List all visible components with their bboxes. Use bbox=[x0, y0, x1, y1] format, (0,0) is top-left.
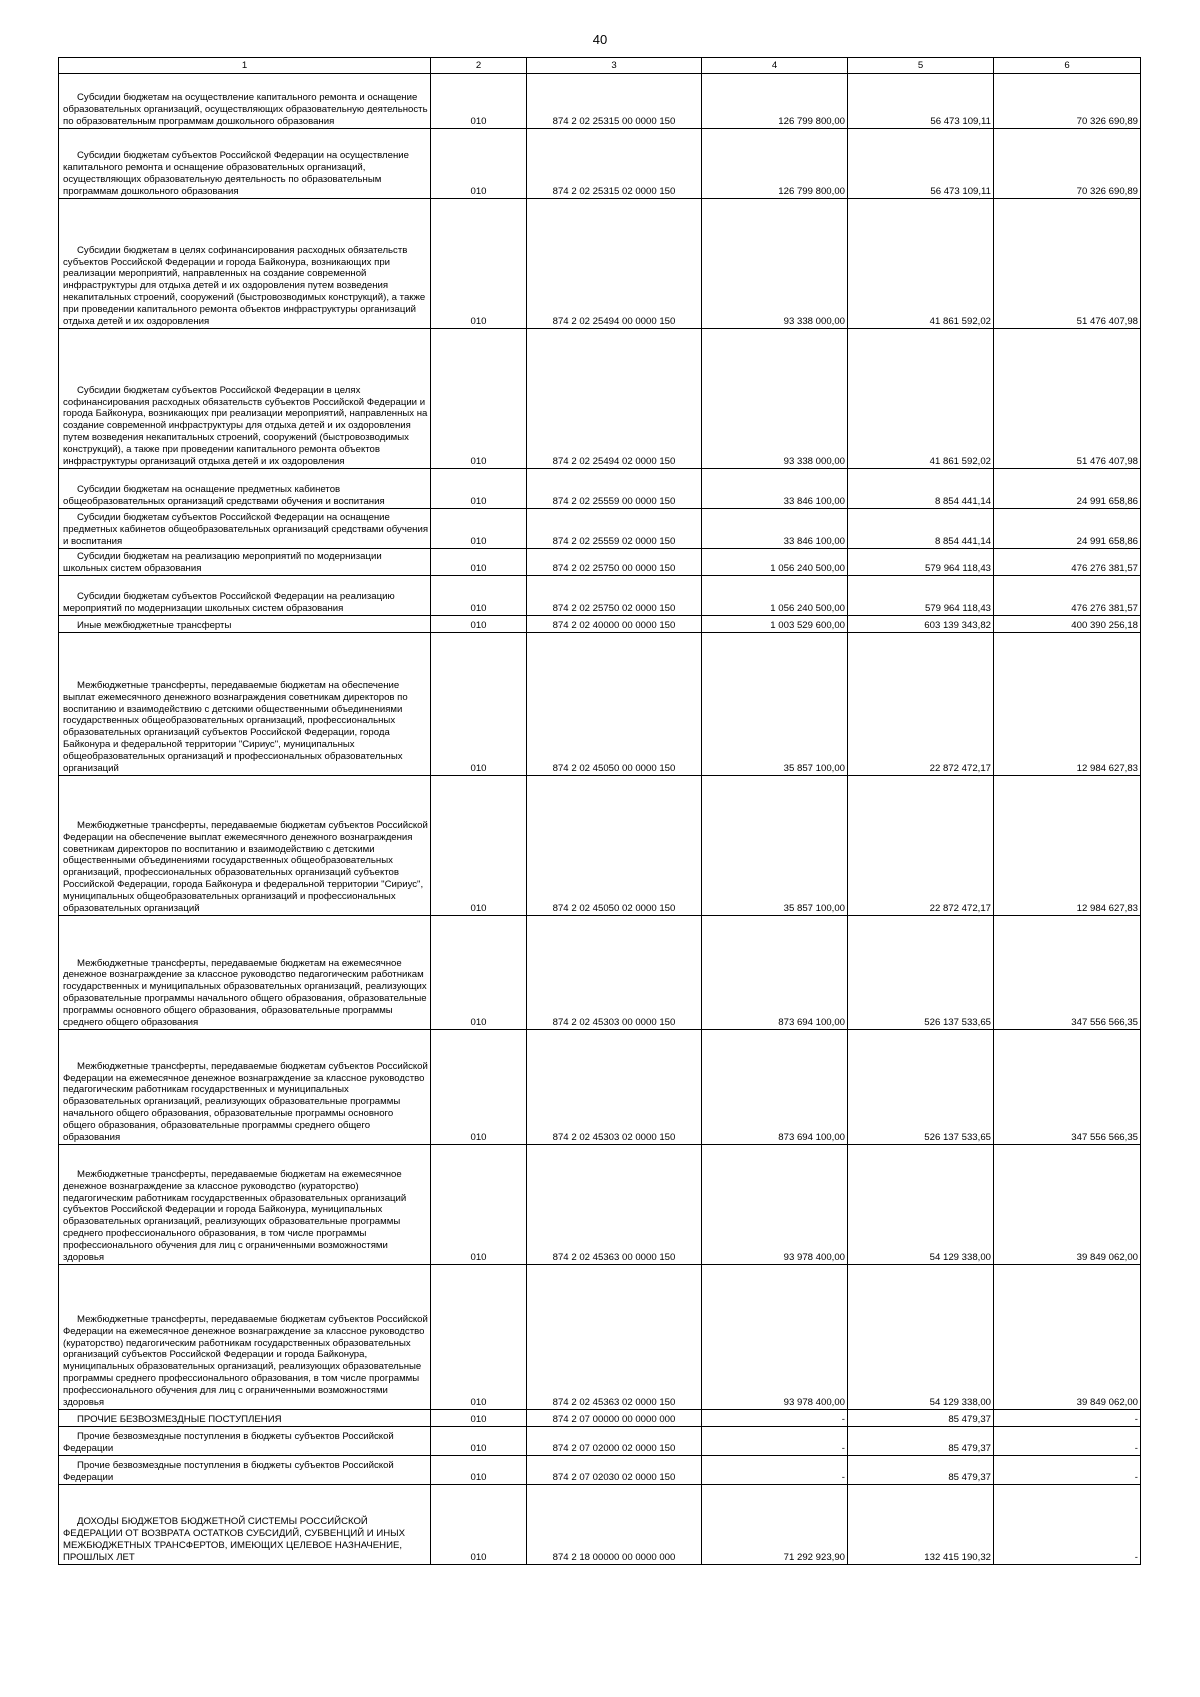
row-plan-amount-cell: 33 846 100,00 bbox=[702, 469, 848, 509]
row-name-cell: Прочие безвозмездные поступления в бюджеты субъектов Российской Федерации bbox=[59, 1456, 431, 1485]
row-executed-amount-cell: 132 415 190,32 bbox=[848, 1485, 994, 1565]
table-row bbox=[59, 1145, 1141, 1265]
row-plan-amount-cell: 93 338 000,00 bbox=[702, 329, 848, 469]
table-row bbox=[59, 916, 1141, 1030]
row-name-cell: Межбюджетные трансферты, передаваемые бюджетам субъектов Российской Федерации на обеспечение выплат ежемесячного денежного вознаграждения советникам директоров по воспитанию и взаимодействию с детскими общественными объединениями государственных общеобразовательных организаций, профессиональных образовательных организаций субъектов Российской Федерации, города Байконура и федеральной территории "Сириус", муниципальных общеобразовательных организаций и профессиональных образовательных организаций bbox=[59, 776, 431, 916]
row-code-cell: 010 bbox=[431, 1485, 527, 1565]
table-row bbox=[59, 1030, 1141, 1145]
row-executed-amount-cell: 526 137 533,65 bbox=[848, 916, 994, 1030]
row-plan-amount-cell: 93 978 400,00 bbox=[702, 1145, 848, 1265]
row-name-cell: Субсидии бюджетам на оснащение предметных кабинетов общеобразовательных организаций средствами обучения и воспитания bbox=[59, 469, 431, 509]
table-row bbox=[59, 1456, 1141, 1485]
row-kbk-cell: 874 2 02 40000 00 0000 150 bbox=[527, 616, 702, 633]
row-code-cell: 010 bbox=[431, 1145, 527, 1265]
row-code-cell: 010 bbox=[431, 576, 527, 616]
row-code-cell: 010 bbox=[431, 633, 527, 776]
header-col-3: 3 bbox=[527, 58, 702, 74]
table-row bbox=[59, 199, 1141, 329]
table-row bbox=[59, 616, 1141, 633]
row-plan-amount-cell: 873 694 100,00 bbox=[702, 1030, 848, 1145]
table-row bbox=[59, 776, 1141, 916]
row-executed-amount-cell: 85 479,37 bbox=[848, 1427, 994, 1456]
row-kbk-cell: 874 2 07 02030 02 0000 150 bbox=[527, 1456, 702, 1485]
row-executed-amount-cell: 54 129 338,00 bbox=[848, 1265, 994, 1410]
row-plan-amount-cell: 1 056 240 500,00 bbox=[702, 576, 848, 616]
row-name-cell: Межбюджетные трансферты, передаваемые бюджетам на ежемесячное денежное вознаграждение за классное руководство педагогическим работникам государственных и муниципальных образовательных организаций, реализующих образовательные программы начального общего образования, образовательные программы основного общего образования, образовательные программы среднего общего образования bbox=[59, 916, 431, 1030]
row-executed-amount-cell: 22 872 472,17 bbox=[848, 633, 994, 776]
row-plan-amount-cell: - bbox=[702, 1456, 848, 1485]
row-remaining-amount-cell: - bbox=[994, 1410, 1141, 1427]
row-plan-amount-cell: - bbox=[702, 1427, 848, 1456]
row-plan-amount-cell: 33 846 100,00 bbox=[702, 509, 848, 549]
row-plan-amount-cell: 71 292 923,90 bbox=[702, 1485, 848, 1565]
table-row bbox=[59, 1427, 1141, 1456]
row-plan-amount-cell: 35 857 100,00 bbox=[702, 776, 848, 916]
row-kbk-cell: 874 2 02 45363 00 0000 150 bbox=[527, 1145, 702, 1265]
row-code-cell: 010 bbox=[431, 1456, 527, 1485]
row-plan-amount-cell: 93 338 000,00 bbox=[702, 199, 848, 329]
table-row bbox=[59, 129, 1141, 199]
table-row bbox=[59, 469, 1141, 509]
row-remaining-amount-cell: 12 984 627,83 bbox=[994, 776, 1141, 916]
row-name-cell: ПРОЧИЕ БЕЗВОЗМЕЗДНЫЕ ПОСТУПЛЕНИЯ bbox=[59, 1410, 431, 1427]
row-kbk-cell: 874 2 07 02000 02 0000 150 bbox=[527, 1427, 702, 1456]
row-code-cell: 010 bbox=[431, 1427, 527, 1456]
row-code-cell: 010 bbox=[431, 469, 527, 509]
row-kbk-cell: 874 2 02 25559 02 0000 150 bbox=[527, 509, 702, 549]
table-row bbox=[59, 576, 1141, 616]
header-col-6: 6 bbox=[994, 58, 1141, 74]
row-executed-amount-cell: 56 473 109,11 bbox=[848, 129, 994, 199]
row-code-cell: 010 bbox=[431, 129, 527, 199]
row-remaining-amount-cell: - bbox=[994, 1485, 1141, 1565]
row-plan-amount-cell: 873 694 100,00 bbox=[702, 916, 848, 1030]
table-row bbox=[59, 74, 1141, 129]
row-plan-amount-cell: 126 799 800,00 bbox=[702, 129, 848, 199]
row-code-cell: 010 bbox=[431, 1410, 527, 1427]
row-executed-amount-cell: 41 861 592,02 bbox=[848, 329, 994, 469]
row-name-cell: Иные межбюджетные трансферты bbox=[59, 616, 431, 633]
row-name-cell: Субсидии бюджетам на осуществление капитального ремонта и оснащение образовательных организаций, осуществляющих образовательную деятельность по образовательным программам дошкольного образования bbox=[59, 74, 431, 129]
row-name-cell: Субсидии бюджетам в целях софинансирования расходных обязательств субъектов Российской Федерации и города Байконура, возникающих при реализации мероприятий, направленных на создание современной инфраструктуры для отдыха детей и их оздоровления путем возведения некапитальных строений, сооружений (быстровозводимых конструкций), а также при проведении капитального ремонта объектов инфраструктуры организаций отдыха детей и их оздоровления bbox=[59, 199, 431, 329]
row-remaining-amount-cell: 476 276 381,57 bbox=[994, 549, 1141, 576]
table-row bbox=[59, 1485, 1141, 1565]
row-code-cell: 010 bbox=[431, 329, 527, 469]
row-kbk-cell: 874 2 02 45303 02 0000 150 bbox=[527, 1030, 702, 1145]
row-kbk-cell: 874 2 02 25559 00 0000 150 bbox=[527, 469, 702, 509]
row-name-cell: ДОХОДЫ БЮДЖЕТОВ БЮДЖЕТНОЙ СИСТЕМЫ РОССИЙСКОЙ ФЕДЕРАЦИИ ОТ ВОЗВРАТА ОСТАТКОВ СУБСИДИЙ, СУБВЕНЦИЙ И ИНЫХ МЕЖБЮДЖЕТНЫХ ТРАНСФЕРТОВ, ИМЕЮЩИХ ЦЕЛЕВОЕ НАЗНАЧЕНИЕ, ПРОШЛЫХ ЛЕТ bbox=[59, 1485, 431, 1565]
header-col-4: 4 bbox=[702, 58, 848, 74]
row-executed-amount-cell: 22 872 472,17 bbox=[848, 776, 994, 916]
row-kbk-cell: 874 2 02 45303 00 0000 150 bbox=[527, 916, 702, 1030]
row-name-cell: Субсидии бюджетам субъектов Российской Федерации на осуществление капитального ремонта и оснащение образовательных организаций, осуществляющих образовательную деятельность по образовательным программам дошкольного образования bbox=[59, 129, 431, 199]
row-kbk-cell: 874 2 02 45050 00 0000 150 bbox=[527, 633, 702, 776]
row-plan-amount-cell: 1 056 240 500,00 bbox=[702, 549, 848, 576]
row-kbk-cell: 874 2 02 25315 00 0000 150 bbox=[527, 74, 702, 129]
row-remaining-amount-cell: - bbox=[994, 1456, 1141, 1485]
row-remaining-amount-cell: 24 991 658,86 bbox=[994, 469, 1141, 509]
header-col-1: 1 bbox=[59, 58, 431, 74]
table-row bbox=[59, 633, 1141, 776]
row-name-cell: Субсидии бюджетам субъектов Российской Федерации в целях софинансирования расходных обязательств субъектов Российской Федерации и города Байконура, возникающих при реализации мероприятий, направленных на создание современной инфраструктуры для отдыха детей и их оздоровления путем возведения некапитальных строений, сооружений (быстровозводимых конструкций), а также при проведении капитального ремонта объектов инфраструктуры организаций отдыха детей и их оздоровления bbox=[59, 329, 431, 469]
row-executed-amount-cell: 8 854 441,14 bbox=[848, 469, 994, 509]
row-remaining-amount-cell: 24 991 658,86 bbox=[994, 509, 1141, 549]
row-executed-amount-cell: 56 473 109,11 bbox=[848, 74, 994, 129]
row-remaining-amount-cell: 51 476 407,98 bbox=[994, 199, 1141, 329]
row-kbk-cell: 874 2 02 25494 00 0000 150 bbox=[527, 199, 702, 329]
row-executed-amount-cell: 85 479,37 bbox=[848, 1410, 994, 1427]
row-kbk-cell: 874 2 02 25494 02 0000 150 bbox=[527, 329, 702, 469]
row-remaining-amount-cell: - bbox=[994, 1427, 1141, 1456]
row-remaining-amount-cell: 39 849 062,00 bbox=[994, 1265, 1141, 1410]
row-name-cell: Межбюджетные трансферты, передаваемые бюджетам субъектов Российской Федерации на ежемесячное денежное вознаграждение за классное руководство педагогическим работникам государственных и муниципальных образовательных организаций, реализующих образовательные программы начального общего образования, образовательные программы основного общего образования, образовательные программы среднего общего образования bbox=[59, 1030, 431, 1145]
row-plan-amount-cell: 35 857 100,00 bbox=[702, 633, 848, 776]
header-col-2: 2 bbox=[431, 58, 527, 74]
row-kbk-cell: 874 2 07 00000 00 0000 000 bbox=[527, 1410, 702, 1427]
row-name-cell: Межбюджетные трансферты, передаваемые бюджетам на ежемесячное денежное вознаграждение за классное руководство (кураторство) педагогическим работникам государственных образовательных организаций субъектов Российской Федерации и города Байконура, муниципальных образовательных организаций, реализующих образовательные программы среднего профессионального образования, в том числе программы профессионального обучения для лиц с ограниченными возможностями здоровья bbox=[59, 1145, 431, 1265]
row-code-cell: 010 bbox=[431, 1265, 527, 1410]
row-kbk-cell: 874 2 02 45363 02 0000 150 bbox=[527, 1265, 702, 1410]
row-executed-amount-cell: 526 137 533,65 bbox=[848, 1030, 994, 1145]
row-name-cell: Межбюджетные трансферты, передаваемые бюджетам субъектов Российской Федерации на ежемесячное денежное вознаграждение за классное руководство (кураторство) педагогическим работникам государственных образовательных организаций субъектов Российской Федерации и города Байконура, муниципальных образовательных организаций, реализующих образовательные программы среднего профессионального образования, в том числе программы профессионального обучения для лиц с ограниченными возможностями здоровья bbox=[59, 1265, 431, 1410]
row-code-cell: 010 bbox=[431, 776, 527, 916]
row-remaining-amount-cell: 70 326 690,89 bbox=[994, 74, 1141, 129]
row-code-cell: 010 bbox=[431, 1030, 527, 1145]
row-remaining-amount-cell: 347 556 566,35 bbox=[994, 1030, 1141, 1145]
row-code-cell: 010 bbox=[431, 509, 527, 549]
row-executed-amount-cell: 579 964 118,43 bbox=[848, 549, 994, 576]
row-executed-amount-cell: 85 479,37 bbox=[848, 1456, 994, 1485]
row-code-cell: 010 bbox=[431, 199, 527, 329]
row-remaining-amount-cell: 347 556 566,35 bbox=[994, 916, 1141, 1030]
row-kbk-cell: 874 2 02 45050 02 0000 150 bbox=[527, 776, 702, 916]
row-remaining-amount-cell: 70 326 690,89 bbox=[994, 129, 1141, 199]
table-row bbox=[59, 329, 1141, 469]
header-col-5: 5 bbox=[848, 58, 994, 74]
row-plan-amount-cell: - bbox=[702, 1410, 848, 1427]
row-executed-amount-cell: 603 139 343,82 bbox=[848, 616, 994, 633]
row-plan-amount-cell: 1 003 529 600,00 bbox=[702, 616, 848, 633]
row-code-cell: 010 bbox=[431, 549, 527, 576]
budget-report-table bbox=[58, 57, 1141, 1565]
row-executed-amount-cell: 579 964 118,43 bbox=[848, 576, 994, 616]
row-kbk-cell: 874 2 02 25750 00 0000 150 bbox=[527, 549, 702, 576]
row-kbk-cell: 874 2 02 25315 02 0000 150 bbox=[527, 129, 702, 199]
row-executed-amount-cell: 54 129 338,00 bbox=[848, 1145, 994, 1265]
row-remaining-amount-cell: 39 849 062,00 bbox=[994, 1145, 1141, 1265]
row-plan-amount-cell: 93 978 400,00 bbox=[702, 1265, 848, 1410]
row-code-cell: 010 bbox=[431, 916, 527, 1030]
row-name-cell: Субсидии бюджетам на реализацию мероприятий по модернизации школьных систем образования bbox=[59, 549, 431, 576]
table-row bbox=[59, 549, 1141, 576]
row-plan-amount-cell: 126 799 800,00 bbox=[702, 74, 848, 129]
table-row bbox=[59, 509, 1141, 549]
row-code-cell: 010 bbox=[431, 616, 527, 633]
row-name-cell: Межбюджетные трансферты, передаваемые бюджетам на обеспечение выплат ежемесячного денежного вознаграждения советникам директоров по воспитанию и взаимодействию с детскими общественными объединениями государственных общеобразовательных организаций, профессиональных образовательных организаций субъектов Российской Федерации, города Байконура и федеральной территории "Сириус", муниципальных общеобразовательных организаций и профессиональных образовательных организаций bbox=[59, 633, 431, 776]
row-remaining-amount-cell: 400 390 256,18 bbox=[994, 616, 1141, 633]
table-row bbox=[59, 1410, 1141, 1427]
table-header-row bbox=[59, 58, 1141, 74]
row-executed-amount-cell: 41 861 592,02 bbox=[848, 199, 994, 329]
row-code-cell: 010 bbox=[431, 74, 527, 129]
row-remaining-amount-cell: 12 984 627,83 bbox=[994, 633, 1141, 776]
table-row bbox=[59, 1265, 1141, 1410]
row-name-cell: Субсидии бюджетам субъектов Российской Федерации на реализацию мероприятий по модернизации школьных систем образования bbox=[59, 576, 431, 616]
row-name-cell: Прочие безвозмездные поступления в бюджеты субъектов Российской Федерации bbox=[59, 1427, 431, 1456]
row-kbk-cell: 874 2 02 25750 02 0000 150 bbox=[527, 576, 702, 616]
page-number: 40 bbox=[592, 32, 608, 47]
row-kbk-cell: 874 2 18 00000 00 0000 000 bbox=[527, 1485, 702, 1565]
row-remaining-amount-cell: 476 276 381,57 bbox=[994, 576, 1141, 616]
row-remaining-amount-cell: 51 476 407,98 bbox=[994, 329, 1141, 469]
row-executed-amount-cell: 8 854 441,14 bbox=[848, 509, 994, 549]
row-name-cell: Субсидии бюджетам субъектов Российской Федерации на оснащение предметных кабинетов общеобразовательных организаций средствами обучения и воспитания bbox=[59, 509, 431, 549]
